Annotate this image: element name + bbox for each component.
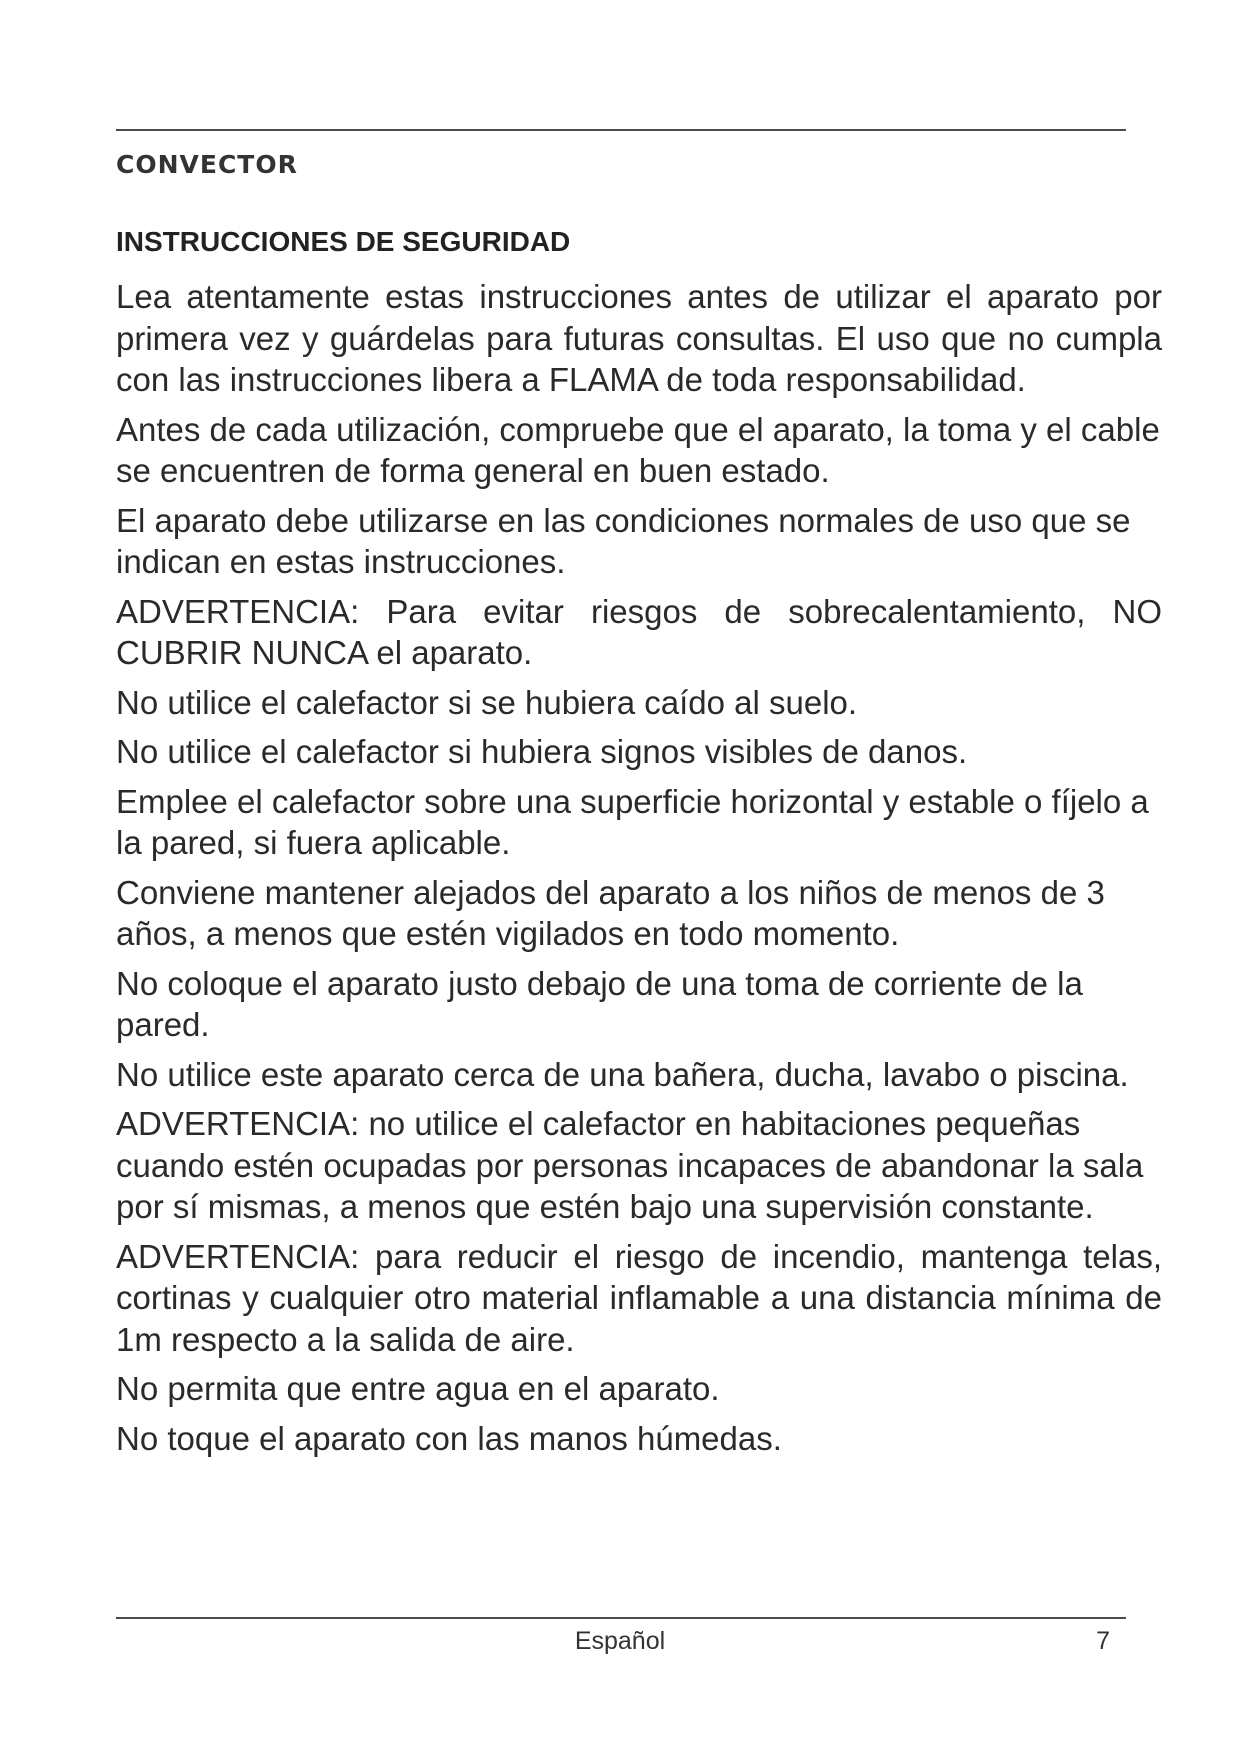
paragraph-warning-small-rooms: ADVERTENCIA: no utilice el calefactor en habitaciones pequeñas cuando estén ocupadas por personas incapaces de abandonar la sala por sí mismas, a menos que estén bajo una supervisión constante. [116, 1105, 1144, 1225]
paragraph-water: No permita que entre agua en el aparato. [116, 1370, 720, 1407]
paragraph-bathroom: No utilice este aparato cerca de una bañera, ducha, lavabo o piscina. [116, 1055, 1129, 1093]
paragraph-intro: Lea atentamente estas instrucciones antes de utilizar el aparato por primera vez y guárdelas para futuras consultas. El uso que no cumpla con las instrucciones libera a FLAMA de toda responsabilidad. [116, 278, 1162, 398]
paragraph-socket: No coloque el aparato justo debajo de una toma de corriente de la pared. [116, 964, 1083, 1043]
section-label: CONVECTOR [116, 150, 298, 179]
paragraph-dropped: No utilice el calefactor si se hubiera caído al suelo. [116, 683, 858, 721]
top-divider [116, 129, 1126, 131]
page-number: 7 [1096, 1627, 1110, 1655]
page-title: INSTRUCCIONES DE SEGURIDAD [116, 226, 571, 257]
bottom-divider [116, 1617, 1126, 1619]
paragraph-surface: Emplee el calefactor sobre una superficie horizontal y estable o fíjelo a la pared, si fuera aplicable. [116, 782, 1149, 861]
paragraph-warning-overheat: ADVERTENCIA: Para evitar riesgos de sobrecalentamiento, NO CUBRIR NUNCA el aparato. [116, 592, 1162, 671]
paragraph-wet-hands: No toque el aparato con las manos húmedas. [116, 1419, 782, 1457]
instructions-body [116, 276, 1162, 1467]
paragraph-damage: No utilice el calefactor si hubiera signos visibles de danos. [116, 733, 968, 770]
footer-language: Español [574, 1627, 666, 1655]
paragraph-children: Conviene mantener alejados del aparato a los niños de menos de 3 años, a menos que estén vigilados en todo momento. [116, 873, 1105, 952]
paragraph-check-cable: Antes de cada utilización, compruebe que el aparato, la toma y el cable se encuentren de forma general en buen estado. [116, 410, 1160, 489]
paragraph-warning-fire: ADVERTENCIA: para reducir el riesgo de incendio, mantenga telas, cortinas y cualquier otro material inflamable a una distancia mínima de 1m respecto a la salida de aire. [116, 1237, 1162, 1358]
paragraph-normal-use: El aparato debe utilizarse en las condiciones normales de uso que se indican en estas instrucciones. [116, 501, 1131, 580]
